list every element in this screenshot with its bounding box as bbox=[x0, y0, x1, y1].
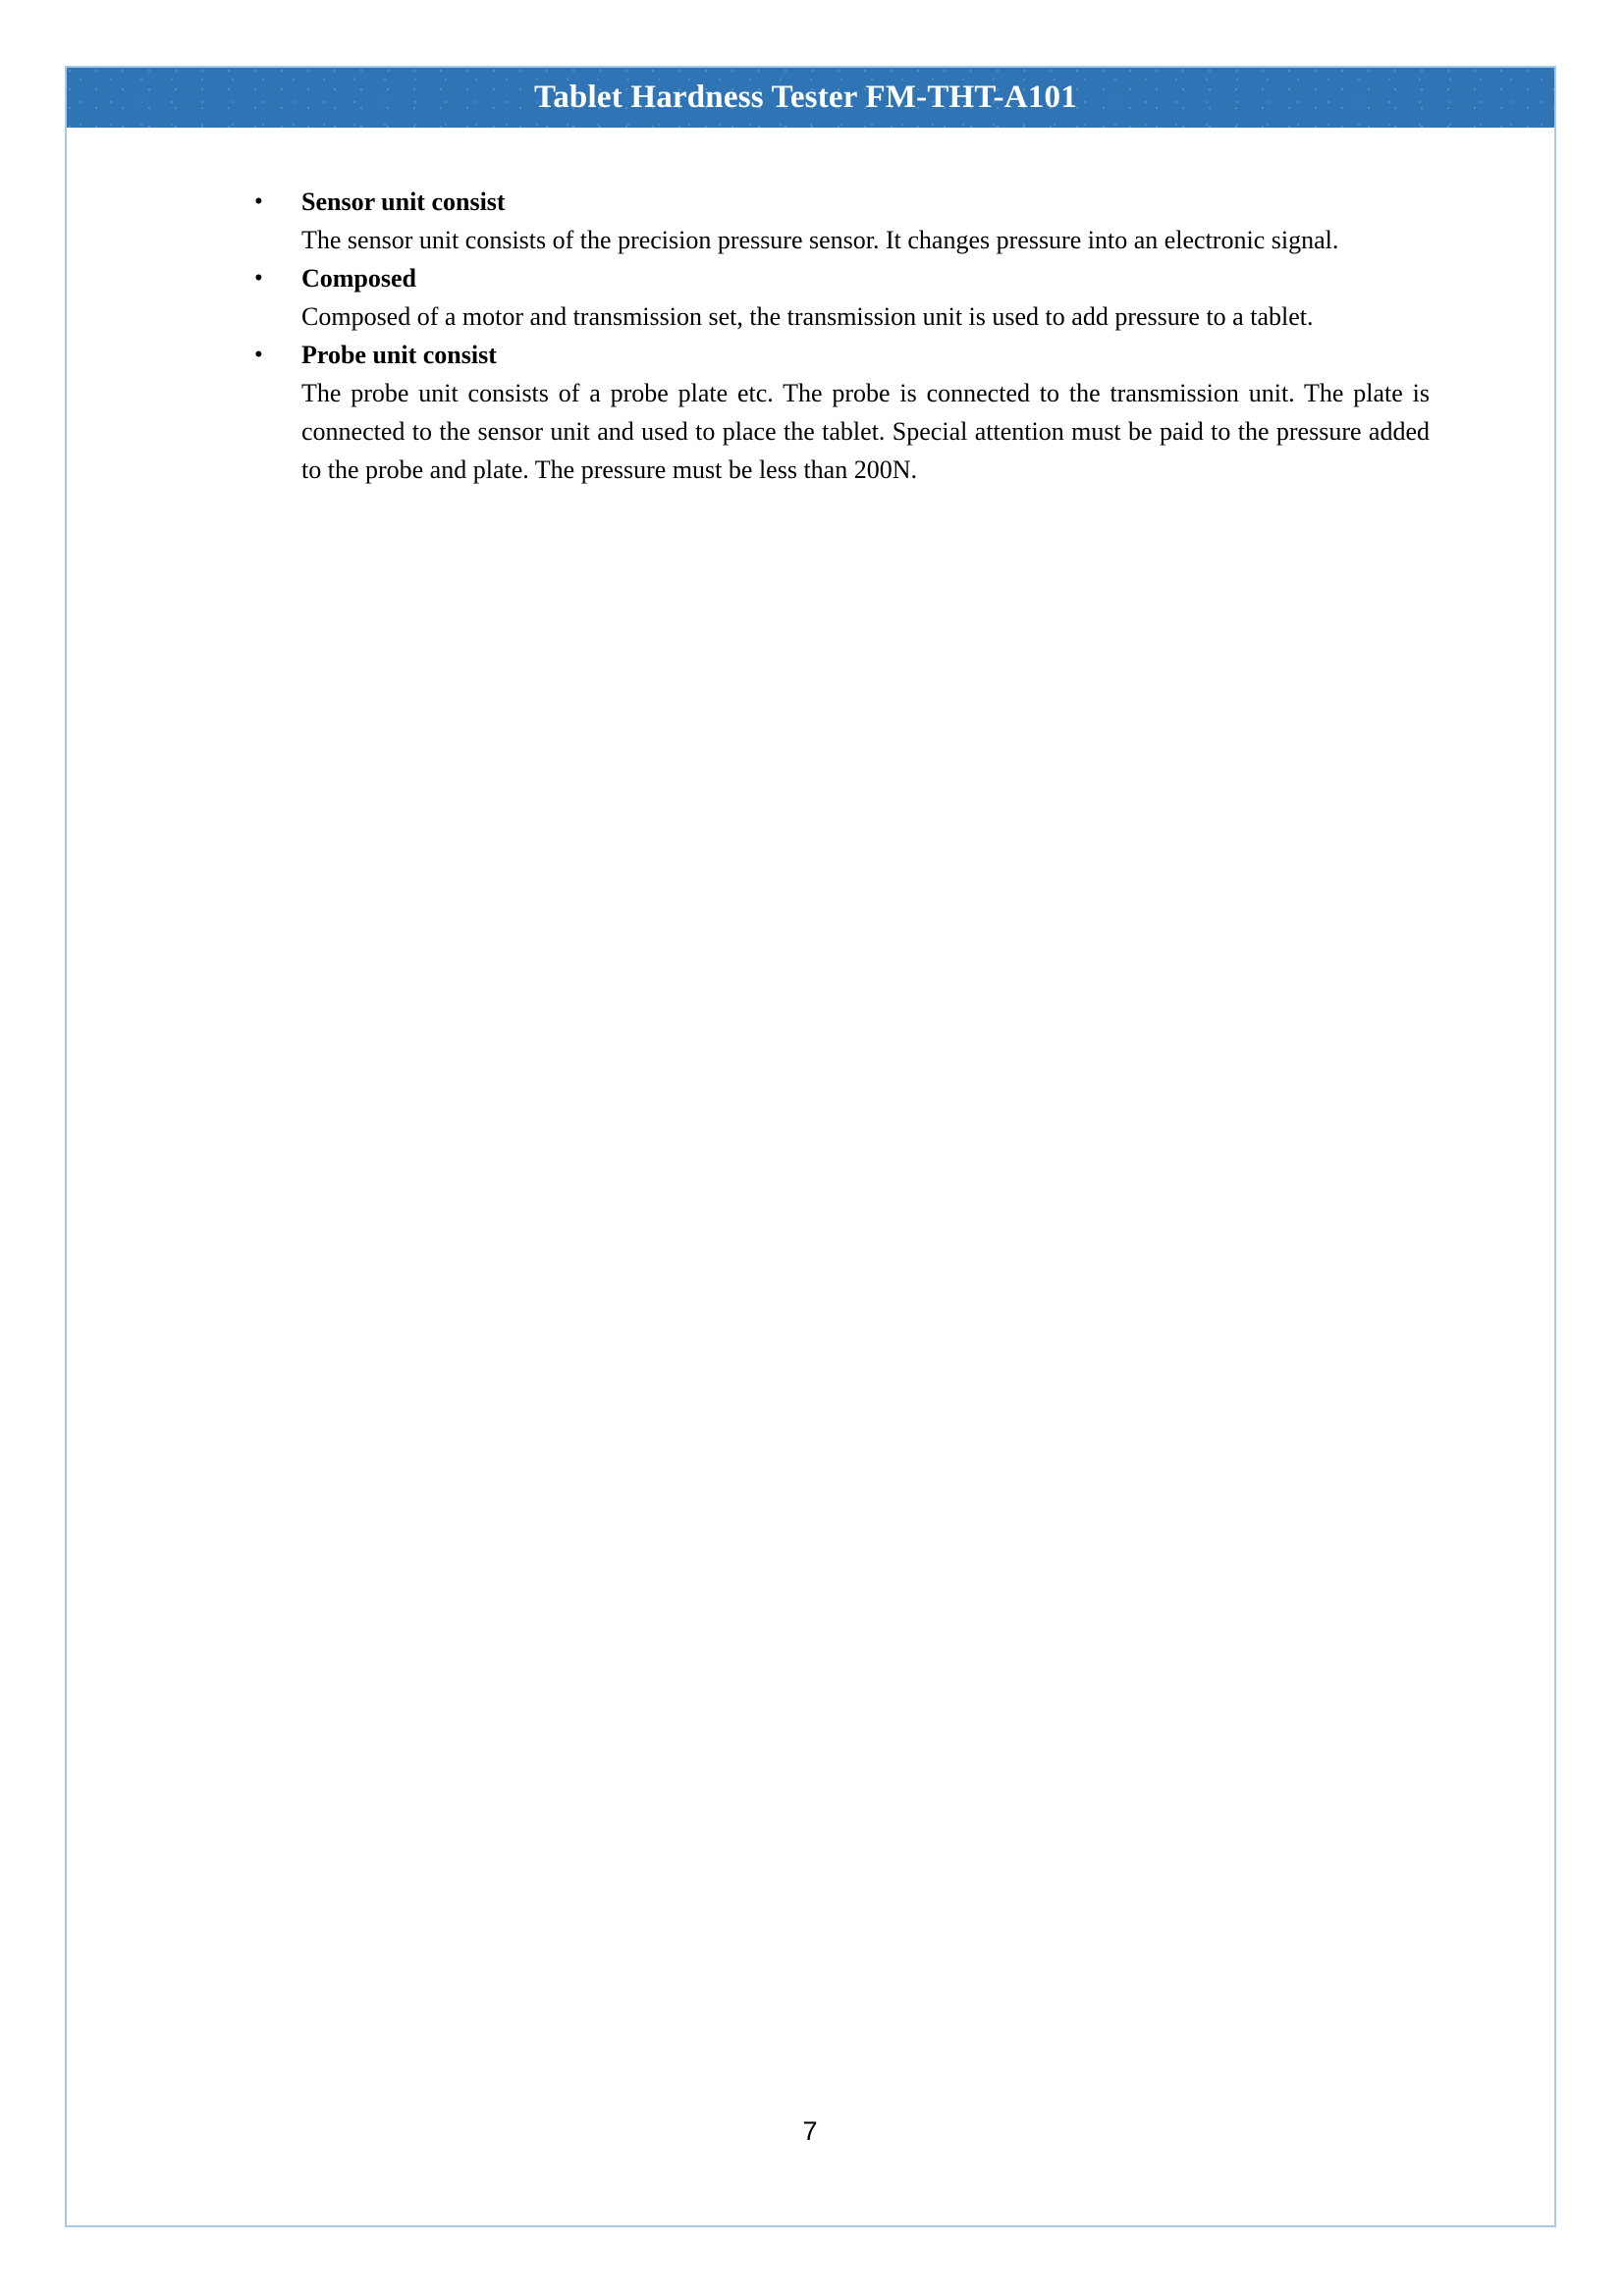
bullet-icon: • bbox=[254, 265, 263, 292]
list-item bbox=[0, 259, 1624, 336]
list-item bbox=[0, 183, 1624, 259]
list-item-heading: Composed bbox=[301, 264, 417, 293]
page-header-banner bbox=[67, 68, 1554, 128]
feature-bullet-list bbox=[0, 183, 1624, 489]
list-item-text: Composed of a motor and transmission set, the transmission unit is used to add pressure to a tablet. bbox=[301, 302, 1314, 331]
list-item bbox=[0, 336, 1624, 489]
page-content bbox=[0, 183, 1624, 489]
list-item-text: The probe unit consists of a probe plate etc. The probe is connected to the transmission unit. The plate is connected to the sensor unit and used to place the tablet. Special attention must be paid to the pressure added to the probe and plate. The pressure must be less than 200N. bbox=[301, 379, 1430, 484]
bullet-icon: • bbox=[254, 342, 263, 368]
list-item-heading: Sensor unit consist bbox=[301, 187, 506, 216]
page-number: 7 bbox=[802, 2116, 818, 2146]
list-item-text: The sensor unit consists of the precision pressure sensor. It changes pressure into an electronic signal. bbox=[301, 226, 1339, 254]
page-title: Tablet Hardness Tester FM-THT-A101 bbox=[534, 80, 1077, 115]
bullet-icon: • bbox=[254, 188, 263, 215]
page-footer bbox=[0, 2118, 1624, 2145]
list-item-heading: Probe unit consist bbox=[301, 341, 497, 369]
